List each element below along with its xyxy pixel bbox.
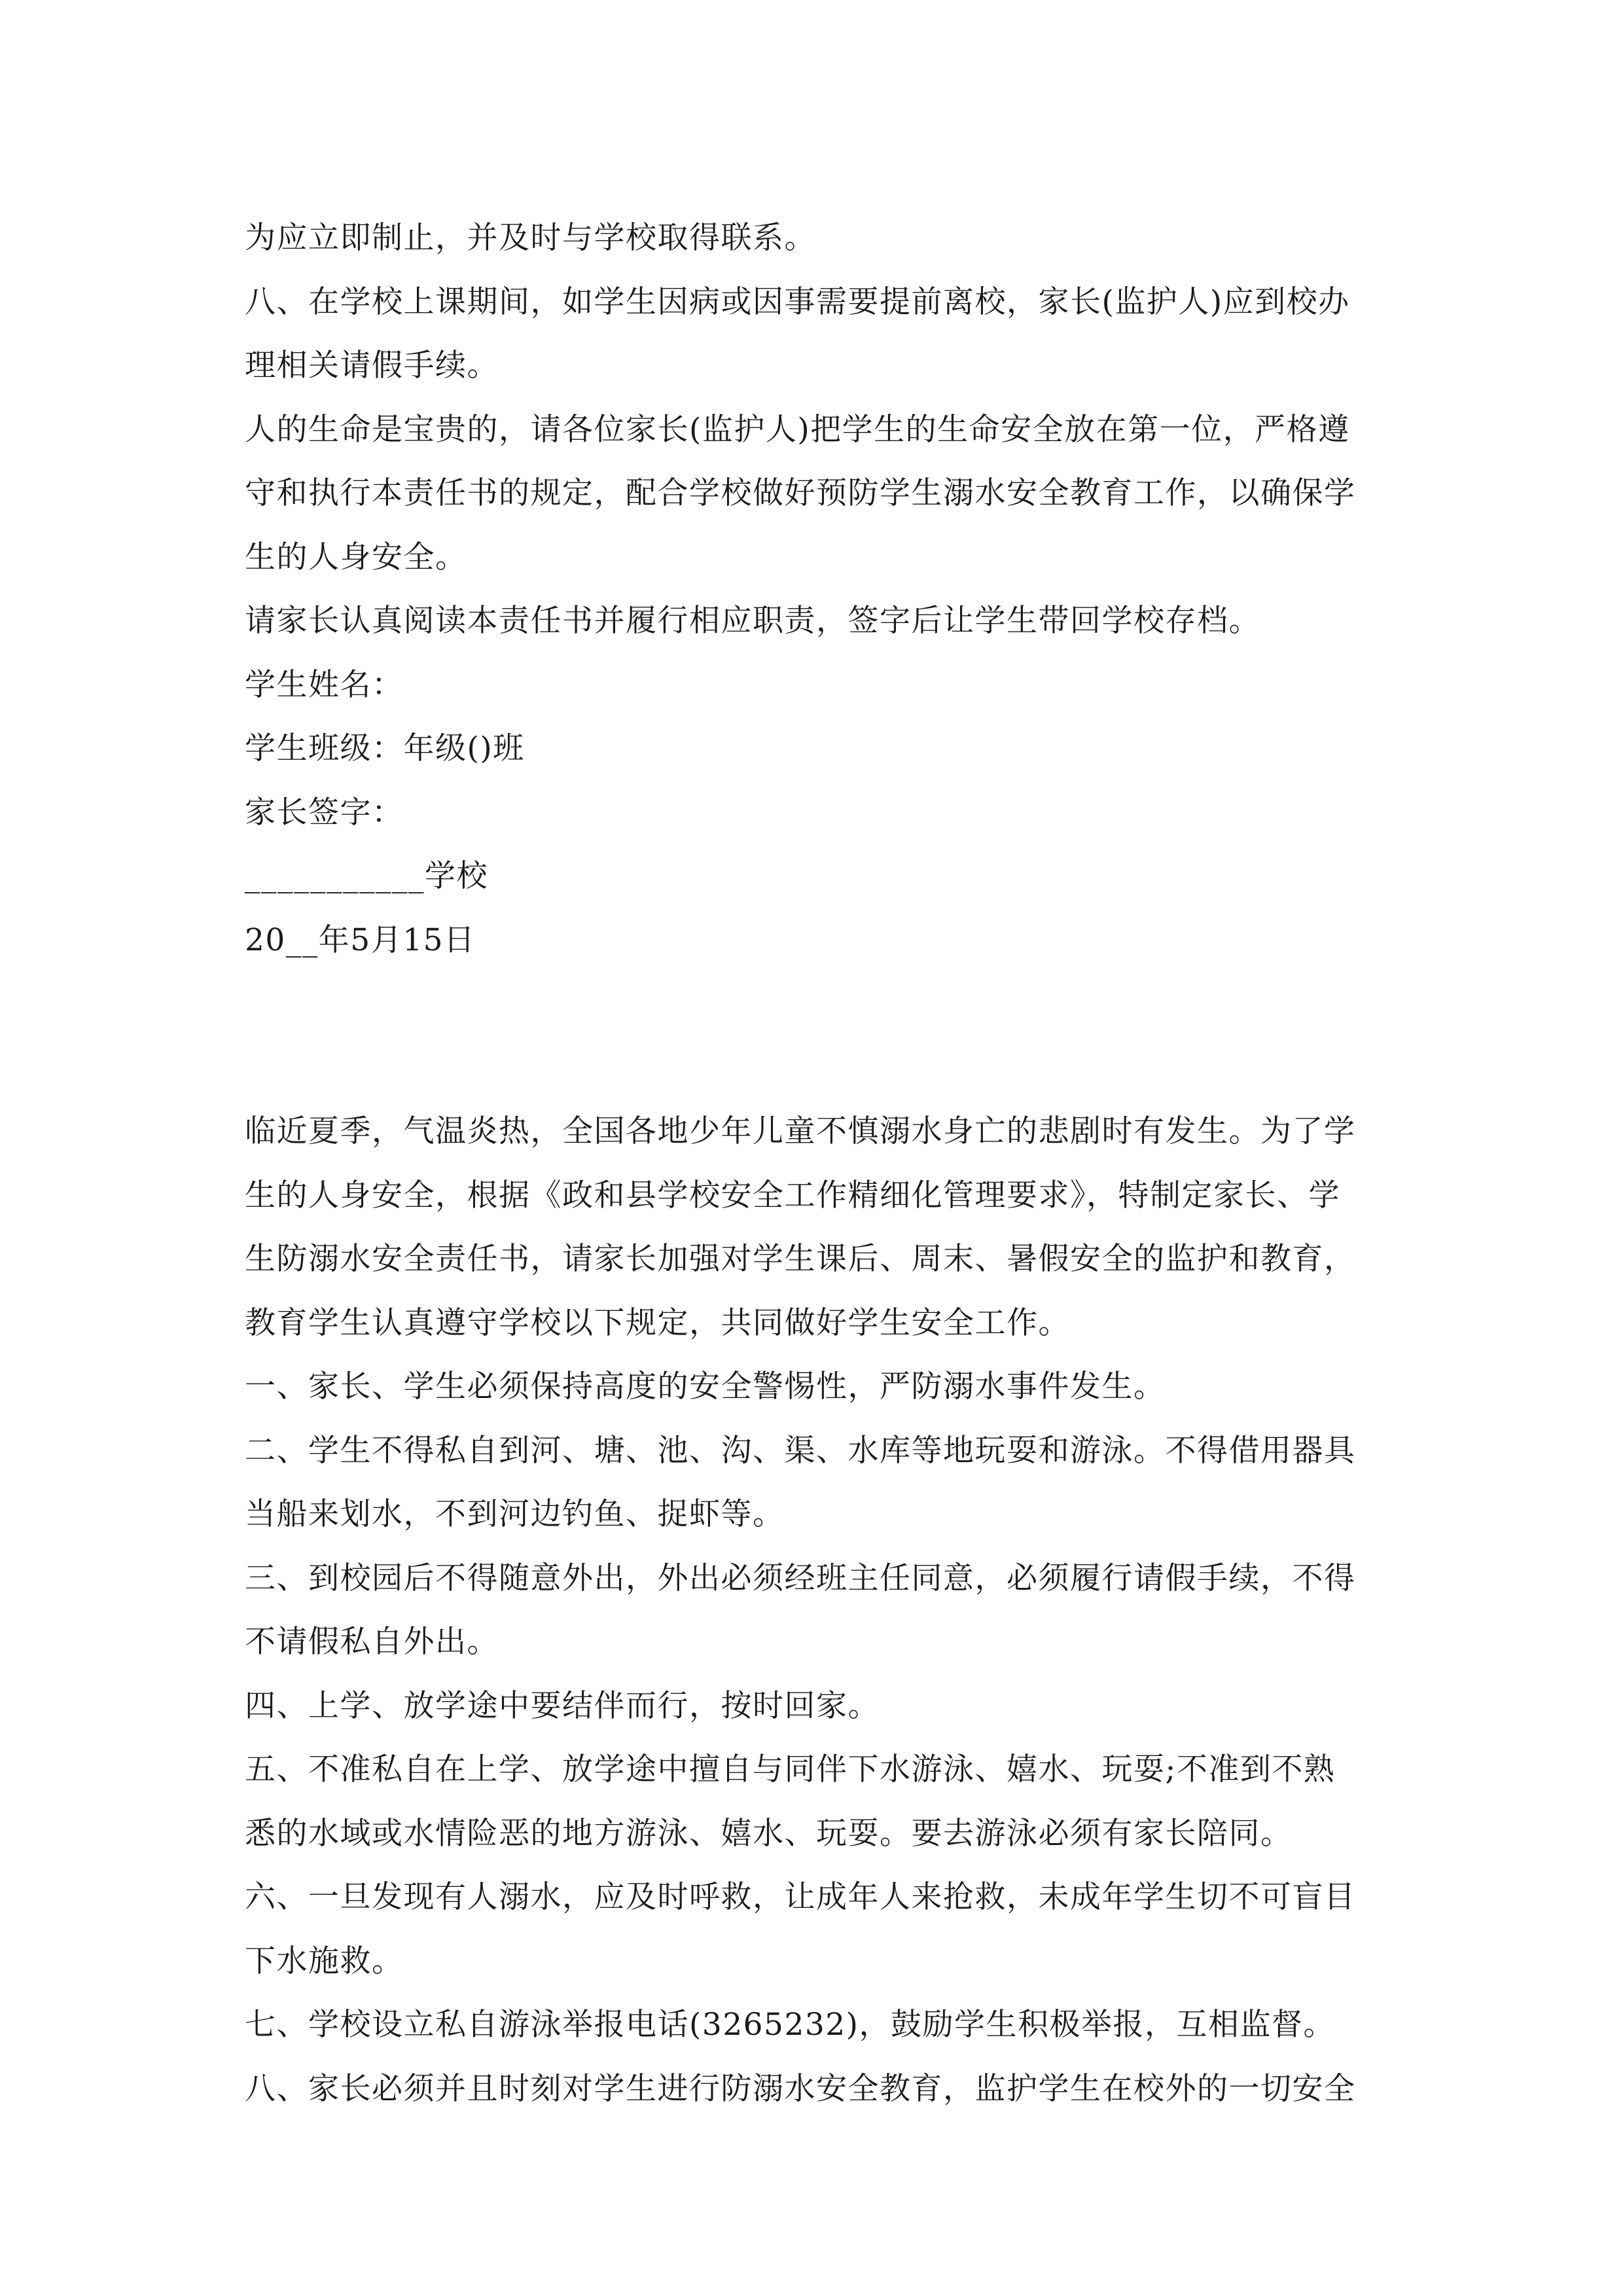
school-name-field: ___________学校 xyxy=(245,858,488,894)
text-line: 悉的水域或水情险恶的地方游泳、嬉水、玩耍。要去游泳必须有家长陪同。 xyxy=(245,1815,1293,1852)
text-line: 一、家长、学生必须保持高度的安全警惕性，严防溺水事件发生。 xyxy=(245,1369,1166,1405)
text-line: 临近夏季，气温炎热，全国各地少年儿童不慎溺水身亡的悲剧时有发生。为了学 xyxy=(245,1113,1356,1149)
section-spacer xyxy=(245,972,1390,1100)
text-line: 为应立即制止，并及时与学校取得联系。 xyxy=(245,220,816,256)
student-class-field: 学生班级：年级()班 xyxy=(245,730,525,766)
text-line: 教育学生认真遵守学校以下规定，共同做好学生安全工作。 xyxy=(245,1304,1070,1341)
student-name-field: 学生姓名： xyxy=(245,666,404,703)
text-line: 生的人身安全，根据《政和县学校安全工作精细化管理要求》，特制定家长、学 xyxy=(245,1177,1340,1213)
text-line: 三、到校园后不得随意外出，外出必须经班主任同意，必须履行请假手续，不得 xyxy=(245,1560,1356,1596)
text-line: 当船来划水，不到河边钓鱼、捉虾等。 xyxy=(245,1496,785,1532)
date-line: 20__年5月15日 xyxy=(245,922,476,958)
text-line: 人的生命是宝贵的，请各位家长(监护人)把学生的生命安全放在第一位，严格遵 xyxy=(245,411,1350,448)
text-line: 七、学校设立私自游泳举报电话(3265232)，鼓励学生积极举报，互相监督。 xyxy=(245,2007,1335,2043)
text-line: 生防溺水安全责任书，请家长加强对学生课后、周末、暑假安全的监护和教育， xyxy=(245,1241,1356,1277)
text-line: 六、一旦发现有人溺水，应及时呼救，让成年人来抢救，未成年学生切不可盲目 xyxy=(245,1879,1356,1915)
text-line: 请家长认真阅读本责任书并履行相应职责，签字后让学生带回学校存档。 xyxy=(245,603,1260,639)
text-line: 二、学生不得私自到河、塘、池、沟、渠、水库等地玩耍和游泳。不得借用器具 xyxy=(245,1432,1356,1469)
text-line: 不请假私自外出。 xyxy=(245,1624,499,1660)
text-line: 八、家长必须并且时刻对学生进行防溺水安全教育，监护学生在校外的一切安全 xyxy=(245,2070,1356,2107)
parent-signature-field: 家长签字： xyxy=(245,794,404,831)
text-line: 守和执行本责任书的规定，配合学校做好预防学生溺水安全教育工作，以确保学 xyxy=(245,475,1356,511)
text-line: 下水施救。 xyxy=(245,1943,404,1979)
document-body xyxy=(245,206,1390,2121)
text-line: 生的人身安全。 xyxy=(245,539,467,575)
text-line: 八、在学校上课期间，如学生因病或因事需要提前离校，家长(监护人)应到校办 xyxy=(245,283,1350,320)
text-line: 五、不准私自在上学、放学途中擅自与同伴下水游泳、嬉水、玩耍;不准到不熟 xyxy=(245,1751,1336,1787)
text-line: 理相关请假手续。 xyxy=(245,348,499,384)
text-line: 四、上学、放学途中要结伴而行，按时回家。 xyxy=(245,1687,880,1724)
